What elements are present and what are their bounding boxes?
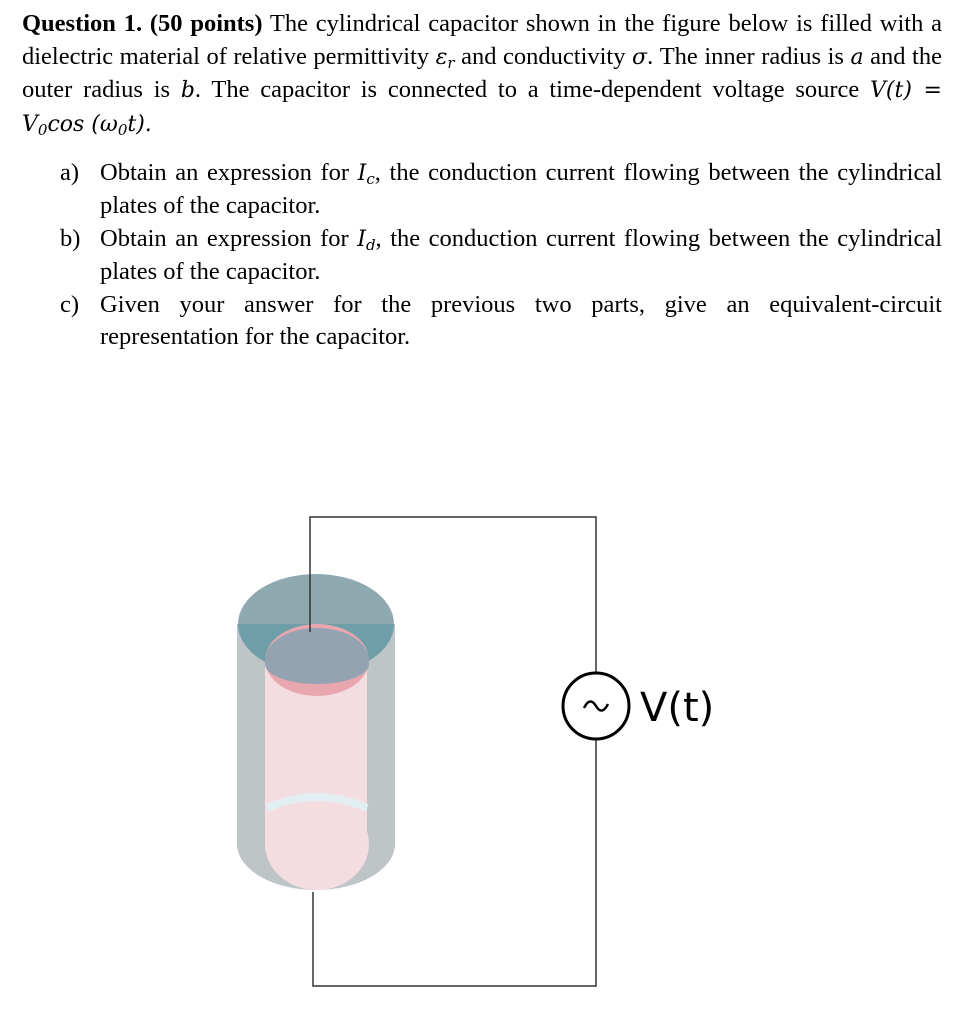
outer-radius-symbol: b xyxy=(180,78,195,103)
part-text: Obtain an expression for $I_d$, the conduction current flowing between the cylindrical plates of the capacitor. xyxy=(100,225,942,285)
intro-text: The cylindrical capacitor shown in the figure below is filled with a dielectric material of relative permittivity xyxy=(22,10,942,70)
voltage-equation: $V(t) = V_0\cos$ $(\omega_0t)$. xyxy=(22,78,942,139)
inner-radius-symbol: a xyxy=(850,44,864,70)
part-text: Given your answer for the previous two parts, give an equivalent-circuit representation for the capacitor. xyxy=(100,291,942,350)
intro-text: and the outer radius is xyxy=(22,42,942,103)
part-label: c) xyxy=(60,291,80,318)
part-text: Obtain an expression for $I_c$, the conduction current flowing between the cylindrical plates of the capacitor. xyxy=(100,159,942,219)
intro-text: . The inner radius is xyxy=(647,42,851,70)
intro-text: . The capacitor is connected to a time-dependent voltage source xyxy=(194,76,871,103)
part-label: a) xyxy=(60,159,80,186)
sigma-symbol: σ xyxy=(632,44,648,70)
epsilon-symbol: $\varepsilon_r$ xyxy=(435,44,455,72)
source-label: V(t) xyxy=(640,685,715,731)
question-heading: Question 1. (50 points) xyxy=(22,10,263,37)
part-label: b) xyxy=(60,225,81,252)
inner-cylinder-bottom xyxy=(265,798,369,890)
intro-text: and conductivity xyxy=(454,42,633,70)
